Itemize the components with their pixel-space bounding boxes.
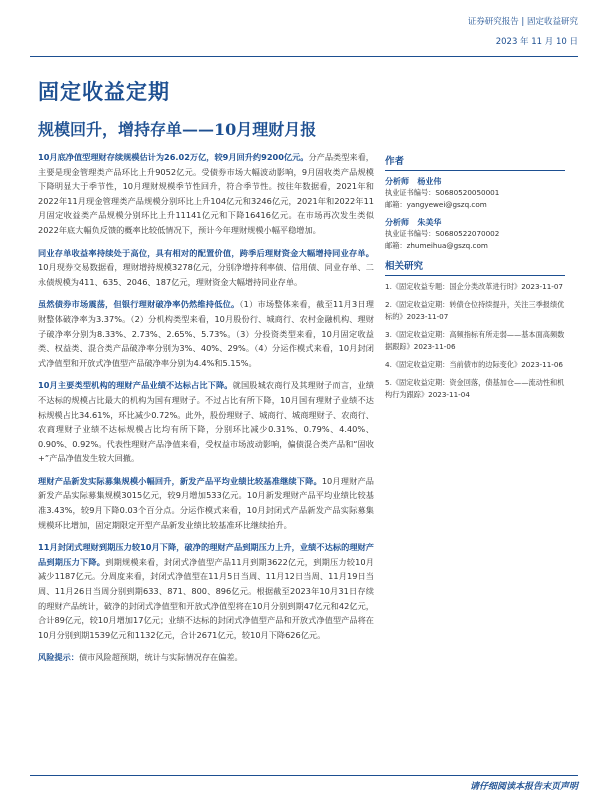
- paragraph-lead: 同业存单收益率持续处于高位，具有相对的配置价值，跨季后理财资金大幅增持同业存单。: [38, 247, 374, 258]
- related-heading: 相关研究: [385, 258, 565, 276]
- authors-heading: 作者: [385, 153, 565, 171]
- paragraph-text: 到期规模来看，封闭式净值型产品11月到期3622亿元，到期压力较10月减少1187亿元。分周度来看，封闭式净值型在11月5日当周、11月12日当周、11月19日当周、11月26日当周分别到期633、871、800、896亿元。根据截至2023年10月31日存续的理财产品统计，破净的封闭式净值型和开放式净值型将在10月分别到期47亿元和42亿元，合计89亿元，较10月增加17亿元；业绩不达标的封闭式净值型产品和开放式净值型产品将在10月分别到期1539亿元和1132亿元，合计2671亿元，较10月下降626亿元。: [38, 556, 374, 640]
- paragraph: [38, 540, 374, 642]
- author-card: [385, 176, 565, 211]
- author-name: 朱美华: [417, 218, 442, 227]
- paragraph-text: 10月理财产品新发产品实际募集规模3015亿元，较9月增加533亿元。10月新发理财产品平均业绩比较基准3.43%，较9月下降0.03个百分点。分运作模式来看，10月封闭式产品新发产品实际募集规模环比增加，固定期限定开型产品新发业绩比较基准环比继续抬升。: [38, 475, 374, 530]
- author-cert: 执业证书编号：S0680520050001: [385, 188, 500, 197]
- paragraph: [38, 474, 374, 532]
- related-item[interactable]: 2.《固定收益定期：转债仓位持续提升，关注三季报绩优标的》2023-11-07: [385, 300, 565, 321]
- author-role: 分析师: [385, 177, 409, 186]
- paragraph-lead: 理财产品新发实际募集规模小幅回升，新发产品平均业绩比较基准继续下降。: [38, 475, 322, 486]
- paragraph-lead: 11月封闭式理财到期压力较10月下降，破净的理财产品到期压力上升，业绩不达标的理财产品到期压力下降。: [38, 542, 374, 567]
- related-item[interactable]: 3.《固定收益定期：高频指标有所走弱——基本面高频数据跟踪》2023-11-06: [385, 330, 565, 351]
- footer-divider: [30, 775, 578, 776]
- paragraph-text: （1）市场整体来看，截至11月3日理财整体破净率为3.37%。（2）分机构类型来看，10月股份行、城商行、农村金融机构、理财子破净率分别为8.33%、2.73%、2.65%、5.73%。（3）分投资类型来看，10月固定收益类、权益类、混合类产品破净率分别为3%、40%、29%。（4）分运作模式来看，10月封闭式净值型和开放式净值型产品破净率分别为4.4%和5.15%。: [38, 299, 374, 368]
- paragraph-lead: 10月主要类型机构的理财产品业绩不达标占比下降。: [38, 380, 233, 391]
- paragraph-text: 就国股城农商行及其理财子而言，业绩不达标的规模占比最大的机构为国有理财子。不过占比有所下降，10月国有理财子业绩不达标规模占比34.61%，环比减少0.72%。此外，股份理财子、城商行、城商理财子、农商行、农商理财子业绩不达标规模占比均有所下降，分别环比减少0.31%、0.79%、4.40%、0.90%、0.92%。代表性理财产品净值来看，受权益市场波动影响，偏债混合类产品和“固收+”产品净值发生较大回撤。: [38, 380, 374, 464]
- author-name: 杨业伟: [417, 177, 442, 186]
- related-item[interactable]: 4.《固定收益定期：当前债市的边际变化》2023-11-06: [385, 360, 564, 369]
- paragraph-lead: 10月底净值型理财存续规模估计为26.02万亿，较9月回升约9200亿元。: [38, 152, 309, 162]
- report-date: 2023 年 11 月 10 日: [495, 37, 578, 47]
- paragraph: [38, 150, 374, 238]
- report-header: [468, 12, 578, 52]
- footer-disclaimer: 请仔细阅读本报告末页声明: [469, 782, 578, 792]
- section-title: 固定收益定期: [38, 79, 170, 104]
- report-category: 证券研究报告 | 固定收益研究: [467, 17, 578, 27]
- author-email[interactable]: 邮箱：zhumeihua@gszq.com: [385, 241, 488, 250]
- author-card: [385, 217, 565, 252]
- related-item[interactable]: 1.《固定收益专题：国企分类改革进行时》2023-11-07: [385, 282, 564, 291]
- report-body: [38, 150, 374, 673]
- related-item[interactable]: 5.《固定收益定期：资金回落，债基加仓——流动性和机构行为跟踪》2023-11-04: [385, 378, 565, 399]
- author-role: 分析师: [385, 218, 409, 227]
- header-divider: [30, 56, 578, 57]
- paragraph: [38, 297, 374, 370]
- paragraph: [38, 246, 374, 290]
- paragraph-text: 债市风险超预期，统计与实际情况存在偏差。: [78, 652, 243, 663]
- risk-warning: [38, 650, 374, 665]
- page-title: 规模回升，增持存单——10月理财月报: [38, 120, 317, 139]
- paragraph-text: 10月现券交易数据看，理财增持规模3278亿元，分别净增持利率债、信用债、同业存单、二永债规模为411、635、2046、187亿元，理财资金大幅增持同业存单。: [38, 262, 374, 287]
- sidebar: [385, 153, 565, 407]
- related-list: [385, 281, 565, 401]
- author-title: [385, 176, 565, 187]
- paragraph: [38, 378, 374, 466]
- author-title: [385, 217, 565, 228]
- paragraph-lead: 虽然债券市场震荡，但银行理财破净率仍然维持低位。: [38, 299, 240, 310]
- paragraph-text: 分产品类型来看，主要是现金管理类产品环比上升9052亿元。受债券市场大幅波动影响，9月固收类产品规模下降明显大于季节性，10月理财规模季节性回升，符合季节性。按往年数据看，2021年和2022年11月现金管理类产品规模分别环比上升104亿元和3246亿元，2021年和2022年11月固定收益类产品规模分别环比上升11141亿元和下降16416亿元。在市场再次发生类似2022年底大幅负反馈的概率比较低情况下，预计今年理财规模小幅平稳增加。: [38, 152, 374, 235]
- author-email[interactable]: 邮箱：yangyewei@gszq.com: [385, 200, 487, 209]
- paragraph-lead: 风险提示：: [38, 652, 79, 663]
- author-cert: 执业证书编号：S0680522070002: [385, 229, 500, 238]
